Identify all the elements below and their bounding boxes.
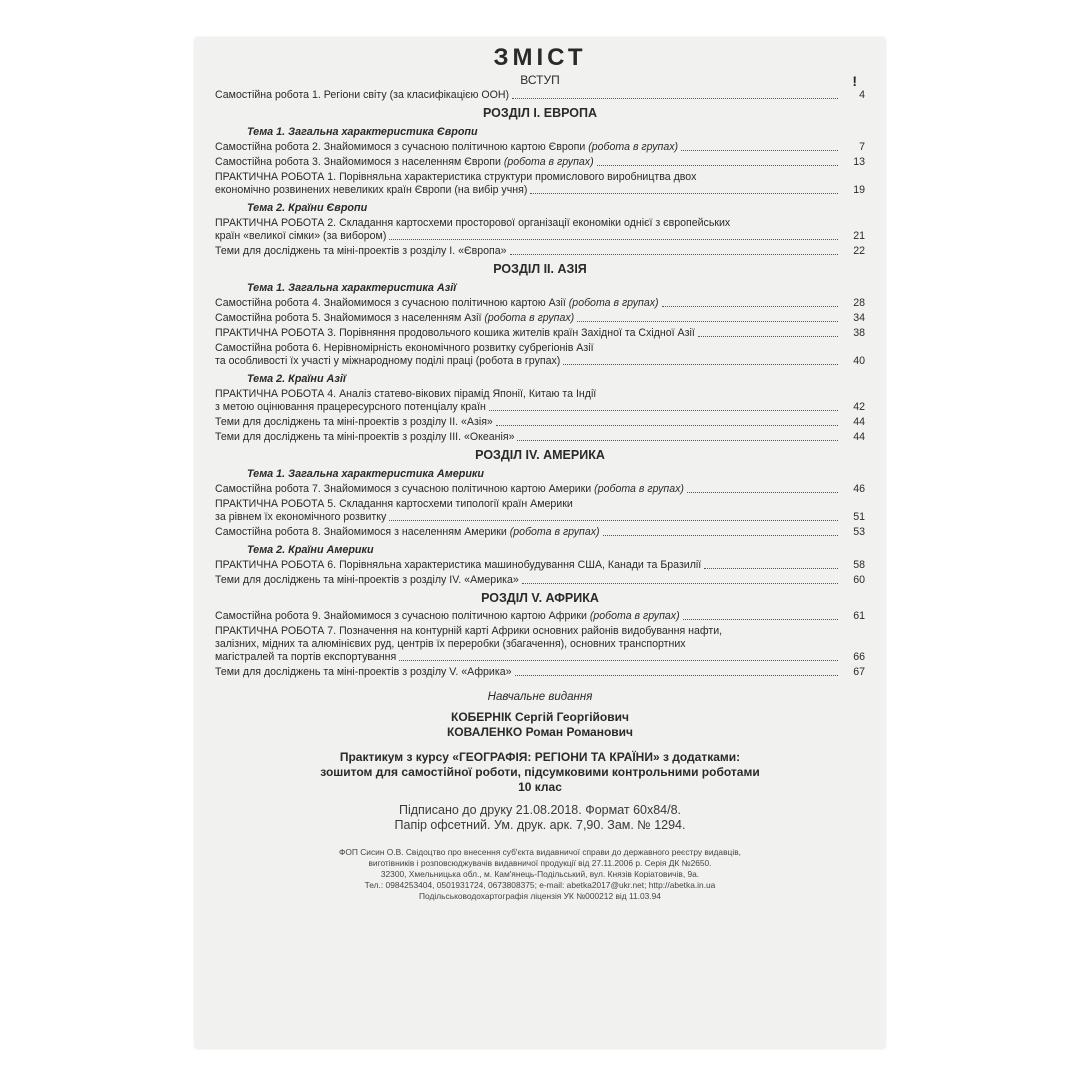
topic-title: Тема 2. Країни Азії [247,373,346,385]
toc-entry-text: Теми для досліджень та міні-проектів з розділу IV. «Америка» [215,574,519,586]
toc-entry-text: Самостійна робота 5. Знайомимося з населенням Азії [215,312,485,324]
book-title-line: зошитом для самостійної роботи, підсумковими контрольними роботами [320,765,760,779]
toc-entry-text-line: ПРАКТИЧНА РОБОТА 5. Складання картосхеми типології країн Америки [215,498,573,510]
print-details-line: Підписано до друку 21.08.2018. Формат 60х84/8. [398,803,682,817]
topic-title: Тема 2. Країни Європи [247,202,368,214]
topic-title: Тема 1. Загальна характеристика Європи [247,126,478,138]
author-name: КОБЕРНІК Сергій Георгійович [451,710,629,724]
toc-entry[interactable] [215,574,865,587]
toc-page-number: 44 [853,431,865,443]
toc-entry-text: та особливості їх участі у міжнародному поділі праці (робота в групах) [215,355,561,367]
toc-page-number: 44 [853,416,865,428]
toc-page-number: 46 [853,483,865,495]
toc-page-number: 53 [853,526,865,538]
section-title-asia: РОЗДІЛ ІІ. АЗІЯ [493,262,587,276]
toc-page-number: 13 [853,156,865,168]
toc-entry[interactable] [215,327,865,340]
toc-entry[interactable] [215,388,865,414]
toc-entry[interactable] [215,217,865,243]
toc-entry[interactable] [215,666,865,679]
toc-entry[interactable] [215,498,865,524]
toc-entry-note: (робота в групах) [568,297,659,309]
section-title-america: РОЗДІЛ IV. АМЕРИКА [475,448,605,462]
imprint-line: 32300, Хмельницька обл., м. Кам'янець-Подільський, вул. Князів Коріатовичів, 9а. [380,869,700,879]
toc-entry-text-line: залізних, мідних та алюмінієвих руд, центрів їх переробки (збагачення), основних транспортних [215,638,686,650]
toc-entry-text: Теми для досліджень та міні-проектів з розділу ІІІ. «Океанія» [215,431,515,443]
toc-entry-text: Самостійна робота 4. Знайомимося з сучасною політичною картою Азії [215,297,569,309]
imprint-line: виготівників і розповсюджувачів видавничої продукції від 27.11.2006 р. Серія ДК №2650. [368,858,712,868]
imprint-line: Тел.: 0984253404, 0501931724, 0673808375; e-mail: abetka2017@ukr.net; http://abetka.in.ua [364,880,716,890]
toc-entry-text: Теми для досліджень та міні-проектів з розділу V. «Африка» [215,666,512,678]
toc-entry-text: Самостійна робота 2. Знайомимося з сучасною політичною картою Європи [215,141,589,153]
toc-entry[interactable] [215,625,865,664]
toc-page-number: 21 [853,230,865,242]
toc-entry-note: (робота в групах) [589,610,680,622]
toc-page-number: 61 [853,610,865,622]
toc-page-number: 66 [853,651,865,663]
toc-entry[interactable] [215,416,865,429]
toc-entry-text-line: ПРАКТИЧНА РОБОТА 1. Порівняльна характеристика структури промислового виробництва двох [215,171,697,183]
print-details-line: Папір офсетний. Ум. друк. арк. 7,90. Зам. № 1294. [394,818,686,832]
toc-entry[interactable] [215,526,865,539]
toc-entry-note: (робота в групах) [594,483,684,495]
toc-entry-note: (робота в групах) [509,526,600,538]
toc-entry-text: за рівнем їх економічного розвитку [215,511,387,523]
topic-title: Тема 1. Загальна характеристика Азії [247,282,457,294]
toc-entry[interactable] [215,342,865,368]
toc-entry-text: магістралей та портів експортування [215,651,397,663]
toc-entry-note: (робота в групах) [588,141,679,153]
table-of-contents [215,45,865,902]
toc-entry-text: ПРАКТИЧНА РОБОТА 3. Порівняння продовольчого кошика жителів країн Західної та Східної Азії [215,327,695,339]
publication-kind: Навчальне видання [487,691,593,703]
toc-entry[interactable] [215,171,865,197]
imprint-line: Подільсьководохартографія ліцензія УК №000212 від 11.03.94 [419,891,661,901]
toc-entry-text-line: ПРАКТИЧНА РОБОТА 7. Позначення на контурній карті Африки основних районів видобування нафти, [215,625,723,637]
toc-page-number: 38 [853,327,865,339]
toc-entry[interactable] [215,245,865,258]
toc-entry-note: (робота в групах) [484,312,575,324]
toc-entry[interactable] [215,89,865,102]
toc-entry-text-line: ПРАКТИЧНА РОБОТА 4. Аналіз статево-вікових пірамід Японії, Китаю та Індії [215,388,597,400]
toc-entry-text: Самостійна робота 8. Знайомимося з населенням Америки [215,526,510,538]
exclamation-mark: ! [852,73,857,89]
toc-entry-text: Теми для досліджень та міні-проектів з розділу І. «Європа» [215,245,507,257]
toc-page-number: 22 [853,245,865,257]
topic-title: Тема 1. Загальна характеристика Америки [247,468,484,480]
toc-page-number: 40 [853,355,865,367]
toc-page-number: 4 [859,89,865,101]
intro-title: ВСТУП [520,73,560,87]
toc-entry-text-line: ПРАКТИЧНА РОБОТА 2. Складання картосхеми просторової організації економіки однієї з європейських [215,217,731,229]
publication-info [215,691,865,833]
toc-entry-text: економічно розвинених невеликих країн Європи (на вибір учня) [215,184,528,196]
toc-entry[interactable] [215,610,865,623]
toc-entry[interactable] [215,559,865,572]
toc-entry-text: країн «великої сімки» (за вибором) [215,230,387,242]
toc-page-number: 28 [853,297,865,309]
toc-page-number: 19 [853,184,865,196]
contents-title: ЗМІСТ [493,44,587,71]
toc-page-number: 7 [859,141,865,153]
toc-entry-text: з метою оцінювання працересурсного потенціалу країн [215,401,486,413]
toc-entry[interactable] [215,431,865,444]
toc-entry[interactable] [215,483,865,496]
toc-page-number: 58 [853,559,865,571]
toc-entry[interactable] [215,312,865,325]
toc-page-number: 34 [853,312,865,324]
book-grade: 10 клас [518,780,562,794]
toc-entry-text: Самостійна робота 1. Регіони світу (за класифікацією ООН) [215,89,510,101]
author-name: КОВАЛЕНКО Роман Романович [446,725,634,739]
toc-page-number: 51 [853,511,865,523]
toc-page-number: 60 [853,574,865,586]
toc-entry[interactable] [215,141,865,154]
book-title-line: Практикум з курсу «ГЕОГРАФІЯ: РЕГІОНИ ТА КРАЇНИ» з додатками: [339,750,741,764]
toc-entry-text: ПРАКТИЧНА РОБОТА 6. Порівняльна характеристика машинобудування США, Канади та Бразилії [215,559,702,571]
toc-page-number: 67 [853,666,865,678]
toc-entry-text: Самостійна робота 9. Знайомимося з сучасною політичною картою Африки [215,610,590,622]
topic-title: Тема 2. Країни Америки [247,544,374,556]
section-title-europe: РОЗДІЛ І. ЕВРОПА [482,106,598,120]
toc-entry[interactable] [215,156,865,169]
toc-entry-text: Теми для досліджень та міні-проектів з розділу ІІ. «Азія» [215,416,493,428]
toc-entry-text: Самостійна робота 7. Знайомимося з сучасною політичною картою Америки [215,483,595,495]
imprint-line: ФОП Сисин О.В. Свідоцтво про внесення суб'єкта видавничої справи до державного реєстру видавців, [339,847,741,857]
toc-entry-text-line: Самостійна робота 6. Нерівномірність економічного розвитку субрегіонів Азії [215,342,594,354]
toc-entry[interactable] [215,297,865,310]
toc-entry-note: (робота в групах) [503,156,594,168]
section-title-africa: РОЗДІЛ V. АФРИКА [481,591,599,605]
publisher-imprint [215,847,865,902]
toc-entry-text: Самостійна робота 3. Знайомимося з населенням Європи [215,156,504,168]
toc-page-number: 42 [853,401,865,413]
